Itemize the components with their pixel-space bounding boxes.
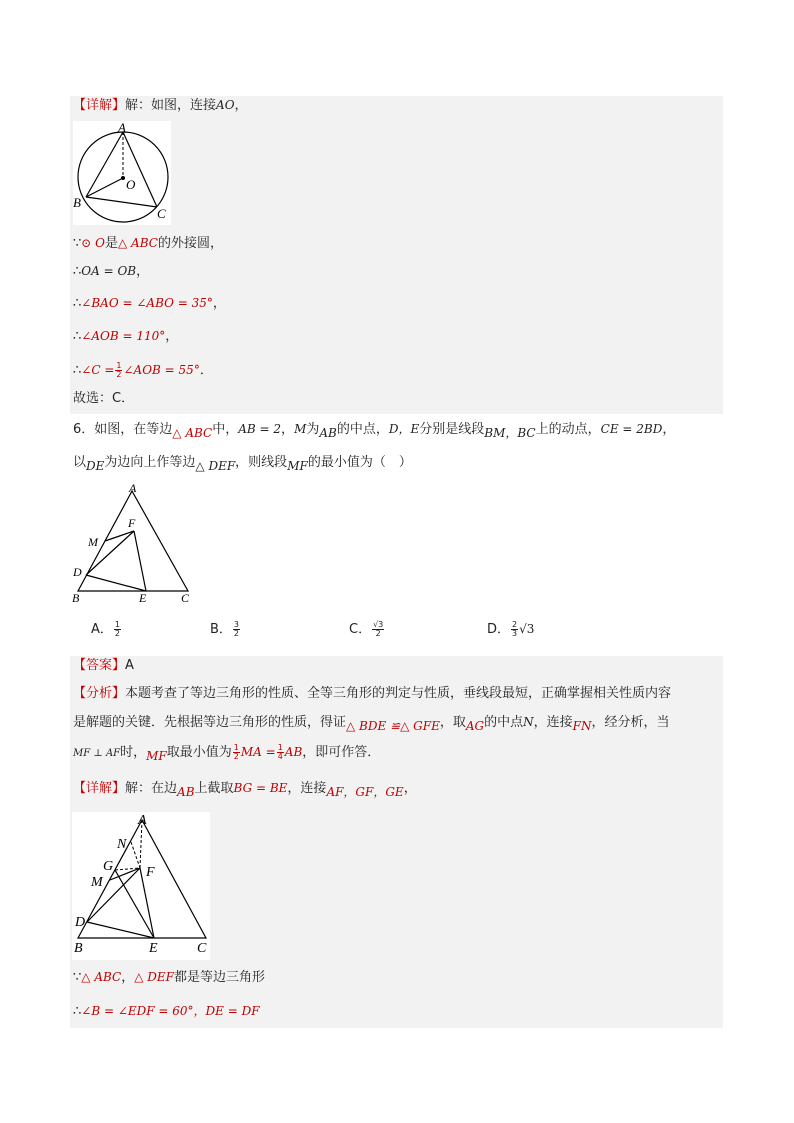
choice-fraction [114,621,121,638]
analysis-text: 本题考查了等边三角形的性质、全等三角形的判定与性质，垂线段最短，正确掌握相关性质内容 [125,686,672,701]
q6-math: DE [86,459,105,473]
q6-math: △ DEF [195,459,236,473]
answer-tag: 【答案】 [73,658,126,673]
fraction-numerator: 1 [116,361,122,370]
tri-label-e: E [139,591,147,605]
tri-label-b: B [72,591,80,605]
detail-text: 解：在边 [125,781,178,796]
detail-text: ， [403,781,417,796]
analysis-math: FN [572,719,592,733]
cons-label-c: C [197,941,207,956]
tri-label-c: C [181,591,190,605]
construction-figure [72,812,210,960]
fraction-denominator: 4 [277,752,283,761]
fraction-denominator: 2 [375,629,381,638]
q6-text: ， [662,422,676,437]
detail-end: ， [234,98,248,113]
analysis-math: AB [284,745,303,759]
analysis-tag: 【分析】 [73,686,126,701]
choice-c[interactable] [349,618,385,638]
analysis-text: ，连接 [533,715,573,730]
step-5 [73,359,213,382]
q6-math: AB [319,426,337,440]
detail-line-2 [73,777,417,800]
therefore-symbol: ∴ [73,296,82,311]
step-5-math-b: ∠AOB = 55° [123,363,200,377]
step-2-math: OA = OB [81,264,137,278]
choice-fraction [372,621,384,638]
tri-label-f: F [128,516,136,530]
triangle-figure [68,481,194,607]
step-4-end: ， [165,329,179,344]
fraction-numerator: 2 [512,620,518,629]
detail-math: BG = BE [233,781,288,795]
answer-line [73,655,134,677]
fraction-denominator: 2 [116,370,122,379]
step-5-end: ． [199,363,213,378]
q6-text: 以 [73,455,87,470]
analysis-line-2 [73,711,670,734]
choice-d[interactable] [487,618,534,638]
choice-letter: B． [210,622,232,637]
step-3-end: ， [212,296,226,311]
detail-math: AF，GF，GE [326,785,404,799]
q6-math: M [294,422,307,436]
choice-fraction [233,621,240,638]
q6-math: △ ABC [172,426,213,440]
analysis-text: 时， [120,745,147,760]
step-5-math-a: ∠C = [81,363,115,377]
q6-text: 中， [212,422,239,437]
therefore-symbol: ∴ [73,264,82,279]
choice-letter: D． [487,622,511,637]
analysis-text: ，即可作答． [302,745,381,760]
choice-letter: C． [349,622,372,637]
cons-label-e: E [149,941,158,956]
because-symbol: ∵ [73,970,82,985]
fraction-numerator: 1 [114,620,120,629]
reason-text: 都是等边三角形 [173,970,265,985]
analysis-text: ，经分析，当 [591,715,670,730]
analysis-text: 取最小值为 [166,745,232,760]
detail-text: 解：如图，连接 [125,98,217,113]
q6-math: BM，BC [484,426,536,440]
step-1 [73,232,223,255]
q6-text: 的最小值为（ ） [307,455,412,470]
analysis-math: MF [146,749,167,763]
tri-label-d: D [73,565,82,579]
fraction-denominator: 2 [114,629,120,638]
q6-text: 分别是线段 [419,422,485,437]
circle-label-b: B [73,195,81,210]
q6-text: 的中点， [336,422,389,437]
q6-math: MF [287,459,308,473]
fraction-numerator: √3 [373,620,384,629]
cons-label-m: M [91,875,103,890]
detail-math: AO [216,98,235,112]
tri-label-a: A [129,481,137,495]
choice-a[interactable] [91,618,122,638]
choice-radical: √3 [519,622,535,636]
step-5-fraction [115,362,122,379]
fraction-numerator: 3 [233,620,240,629]
step-1-math-a: ⊙ O [81,236,105,250]
step-1-text-b: 的外接圆， [157,236,223,251]
analysis-math: MA = [240,745,276,759]
fraction-denominator: 2 [233,629,240,638]
question-6-line-1 [73,418,675,441]
detail-line [73,94,248,117]
analysis-math: MF ⊥ AF [73,748,121,759]
cons-label-b: B [74,941,83,956]
fraction-denominator: 3 [512,629,518,638]
step-1-text-a: 是 [105,236,119,251]
reason-math: ∠B = ∠EDF = 60°，DE = DF [81,1004,260,1018]
cons-label-d: D [75,915,86,930]
tri-label-m: M [88,535,98,549]
analysis-math: △ BDE ≌△ GFE [346,719,440,733]
cons-label-f: F [146,865,155,880]
therefore-symbol: ∴ [73,329,82,344]
question-6-line-2 [73,451,412,474]
detail-math: AB [177,785,195,799]
q6-text: 为 [306,422,320,437]
q6-text: ，则线段 [235,455,288,470]
analysis-math: N [523,715,534,729]
step-2 [73,260,149,283]
answer-choice-line: 故选：C． [73,391,135,406]
q6-text: ， [281,422,295,437]
detail-text: ，连接 [287,781,327,796]
circle-label-o: O [126,177,136,192]
step-4 [73,325,178,348]
fraction-numerator: 1 [233,743,239,752]
circle-label-c: C [157,206,166,221]
circle-figure [73,121,171,225]
step-2-end: ， [136,264,150,279]
analysis-math: AG [465,719,485,733]
cons-label-a: A [138,813,147,828]
analysis-text: ，取 [439,715,466,730]
reason-line-2 [73,1000,260,1023]
choice-fraction [511,621,518,638]
because-symbol: ∵ [73,236,82,251]
step-3 [73,292,226,315]
q6-math: CE = 2BD [600,422,663,436]
fraction-denominator: 2 [233,752,239,761]
q6-text: 为边向上作等边 [104,455,196,470]
analysis-text: 的中点 [484,715,524,730]
q6-math: D，E [388,422,420,436]
choice-b[interactable] [210,618,241,638]
cons-label-g: G [103,859,114,874]
reason-math: △ DEF [134,970,174,984]
step-4-math: ∠AOB = 110° [81,329,166,343]
analysis-text: 是解题的关键．先根据等边三角形的性质，得证 [73,715,347,730]
therefore-symbol: ∴ [73,363,82,378]
choice-letter: A． [91,622,113,637]
analysis-fraction-half [233,744,240,761]
analysis-fraction-quarter [277,744,284,761]
step-1-math-b: △ ABC [118,236,158,250]
q6-math: AB = 2 [238,422,282,436]
answer-value: A [125,658,134,673]
reason-line-1 [73,966,265,989]
detail-tag: 【详解】 [73,781,126,796]
reason-math: △ ABC [81,970,122,984]
reason-text: ， [121,970,135,985]
cons-label-n: N [117,837,127,852]
q6-text: 6．如图，在等边 [73,422,173,437]
circle-label-a: A [118,121,126,135]
fraction-numerator: 1 [277,743,283,752]
q6-text: 上的动点， [535,422,601,437]
therefore-symbol: ∴ [73,1004,82,1019]
detail-tag: 【详解】 [73,98,126,113]
analysis-line-3 [73,741,380,765]
detail-text: 上截取 [194,781,234,796]
step-3-math: ∠BAO = ∠ABO = 35° [81,296,213,310]
analysis-line-1 [73,683,671,705]
